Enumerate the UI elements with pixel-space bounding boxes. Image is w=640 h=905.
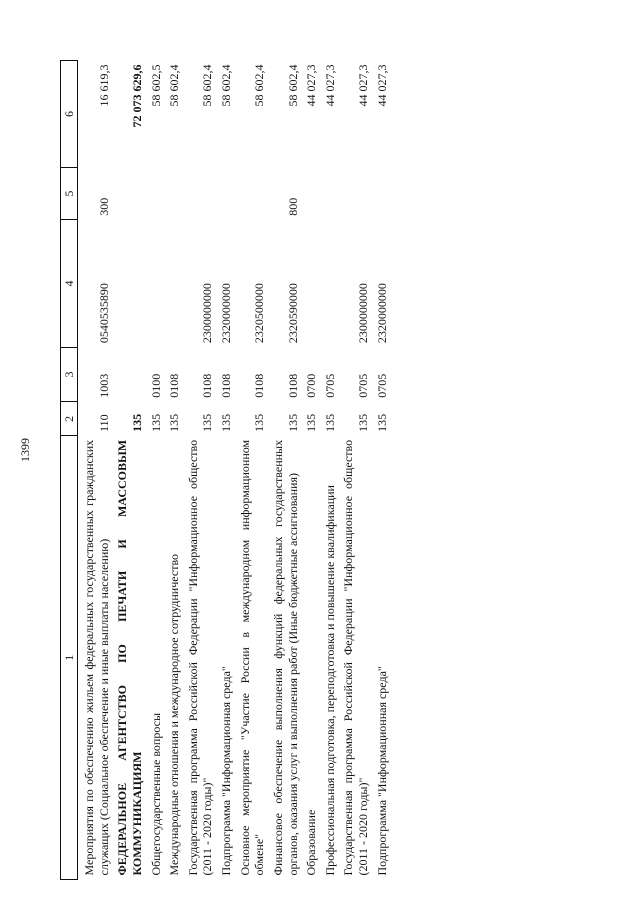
table-row (322, 61, 341, 880)
row-amount: 44 027,3 (356, 64, 370, 107)
row-ministry-code: 135 (200, 413, 215, 432)
row-target-code: 0540535890 (96, 283, 111, 344)
row-amount: 44 027,3 (322, 64, 337, 107)
header-col-2: 2 (61, 402, 78, 436)
row-expense-type: 800 (285, 197, 300, 216)
header-col-3: 3 (61, 347, 78, 402)
table-row (114, 61, 147, 880)
page-number: 1399 (18, 438, 32, 462)
row-expense-type: 300 (96, 197, 111, 216)
row-target-code: 2320000000 (219, 283, 233, 344)
row-description: ФЕДЕРАЛЬНОЕ АГЕНТСТВО ПО ПЕЧАТИ И МАССОВЫМ КОММУНИКАЦИЯМ (115, 439, 144, 876)
row-section-code: 0108 (200, 373, 215, 398)
rotated-table-container (60, 60, 580, 880)
header-col-6: 6 (61, 61, 78, 168)
row-section-code: 0705 (356, 373, 370, 398)
row-expense-type (148, 167, 167, 219)
row-expense-type (166, 167, 185, 219)
row-target-code (166, 220, 185, 347)
row-description: Образование (304, 809, 319, 876)
row-description: Государственная программа Российской Федерации "Информационное общество (2011 - 2020 годы)" (185, 439, 215, 876)
row-section-code: 0108 (219, 373, 233, 398)
row-target-code (148, 220, 167, 347)
table-row (78, 61, 115, 880)
table-row (270, 61, 303, 880)
table-row (166, 61, 185, 880)
row-description: Мероприятия по обеспечению жильем федеральных государственных гражданских служащих (Социальное обеспечение и иные выплаты населению) (82, 439, 111, 876)
row-target-code: 2300000000 (200, 283, 215, 344)
row-description: Профессиональная подготовка, переподготовка и повышение квалификации (322, 485, 337, 876)
row-amount: 58 602,4 (167, 64, 182, 107)
row-target-code: 2320500000 (252, 283, 267, 344)
row-description: Международные отношения и международное сотрудничество (167, 553, 182, 876)
row-description: Государственная программа Российской Федерации "Информационное общество (2011 - 2020 годы)" (341, 439, 370, 876)
row-expense-type (218, 167, 237, 219)
row-ministry-code: 135 (285, 413, 300, 432)
table-row (374, 61, 393, 880)
row-amount: 16 619,3 (96, 64, 111, 107)
row-expense-type (303, 167, 322, 219)
table-row (218, 61, 237, 880)
row-amount: 58 602,4 (200, 64, 215, 107)
row-expense-type (185, 167, 218, 219)
header-col-4: 4 (61, 220, 78, 347)
row-ministry-code: 135 (356, 413, 370, 432)
table-row (340, 61, 373, 880)
row-amount: 58 602,4 (252, 64, 267, 107)
row-section-code: 0705 (374, 373, 389, 398)
header-row (61, 61, 78, 880)
row-description: Финансовое обеспечение выполнения функций федеральных государственных органов, оказания услуг и выполнения работ (Иные бюджетные ассигнования) (270, 439, 300, 876)
row-amount: 72 073 629,6 (129, 64, 144, 128)
row-target-code: 2320000000 (374, 283, 389, 344)
row-ministry-code: 135 (219, 413, 233, 432)
row-expense-type (322, 167, 341, 219)
table-row (185, 61, 218, 880)
table-row (237, 61, 270, 880)
header-col-5: 5 (61, 167, 78, 219)
table-row (148, 61, 167, 880)
row-amount: 58 602,4 (285, 64, 300, 107)
row-section-code: 0700 (304, 373, 319, 398)
row-expense-type (374, 167, 393, 219)
row-section-code: 0108 (167, 373, 182, 398)
row-target-code: 2300000000 (356, 283, 370, 344)
row-ministry-code: 135 (167, 413, 182, 432)
row-section-code: 0108 (285, 373, 300, 398)
budget-table (60, 60, 392, 880)
row-description: Подпрограмма "Информационная среда" (219, 666, 233, 876)
row-amount: 44 027,3 (304, 64, 319, 107)
row-description: Общегосударственные вопросы (148, 712, 163, 876)
row-ministry-code: 135 (322, 413, 337, 432)
row-ministry-code: 135 (252, 413, 267, 432)
row-ministry-code: 135 (148, 413, 163, 432)
row-expense-type (114, 167, 147, 219)
row-ministry-code: 110 (96, 414, 111, 432)
row-target-code (303, 220, 322, 347)
row-amount: 44 027,3 (374, 64, 389, 107)
row-target-code (114, 220, 147, 347)
row-expense-type (237, 167, 270, 219)
row-amount: 58 602,4 (219, 64, 233, 107)
row-description: Основное мероприятие "Участие России в международном информационном обмене" (237, 439, 267, 876)
header-col-1: 1 (61, 436, 78, 880)
row-amount: 58 602,5 (148, 64, 163, 107)
row-section-code (114, 347, 147, 402)
row-ministry-code: 135 (304, 413, 319, 432)
row-section-code: 0705 (322, 373, 337, 398)
table-body (78, 61, 393, 880)
row-ministry-code: 135 (129, 413, 144, 432)
row-expense-type (340, 167, 373, 219)
row-section-code: 0108 (252, 373, 267, 398)
table-row (303, 61, 322, 880)
row-section-code: 1003 (96, 373, 111, 398)
row-target-code: 2320590000 (285, 283, 300, 344)
row-target-code (322, 220, 341, 347)
row-section-code: 0100 (148, 373, 163, 398)
row-ministry-code: 135 (374, 413, 389, 432)
row-description: Подпрограмма "Информационная среда" (374, 666, 389, 876)
